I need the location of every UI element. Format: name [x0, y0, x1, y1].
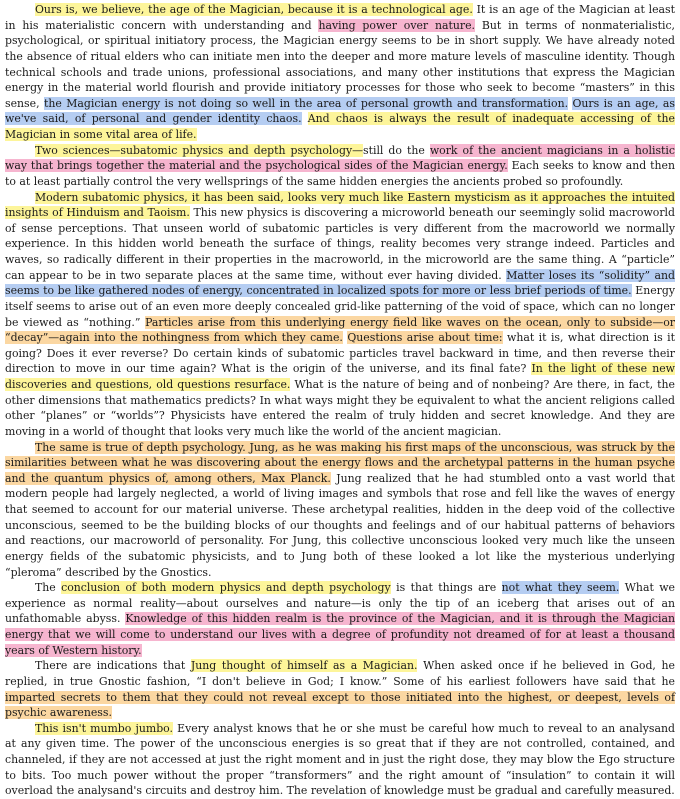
highlight-orange: imparted secrets to them that they could not reveal except to those initiated into the highest, or deepest, levels of psychic awareness. [5, 690, 675, 720]
paragraph [5, 658, 675, 721]
text-run [302, 112, 308, 125]
text-run: what it is, what direction is it going? Does it ever reverse? Do certain kinds of subatomic particles travel backward in time, and then reverse their direction to move in our time again? What is the origin of the universe, and its final fate? [5, 331, 675, 376]
text-run: When asked once if he believed in God, he replied, in true Gnostic fashion, “I don't believe in God; I know.” Some of his earliest followers have said that he [5, 659, 675, 688]
highlight-yellow: This isn't mumbo jumbo. [35, 721, 173, 735]
paragraph [5, 2, 675, 143]
text-run: It is an age of the Magician at least in his materialistic concern with understanding and [5, 3, 675, 32]
highlight-yellow: In the light of these new discoveries and questions, old questions resurface. [5, 362, 675, 391]
highlight-orange: Particles arise from this underlying energy field like waves on the ocean, only to subside—or “decay”—again into the nothingness from which they came. [5, 315, 675, 345]
text-run: Energy itself seems to arise out of an even more deeply concealed grid-like patterning of the void of space, which can no longer be viewed as “nothing.” [5, 284, 676, 329]
highlight-yellow: Two sciences—subatomic physics and depth psychology— [35, 143, 363, 157]
text-run: What we experience as normal reality—about ourselves and nature—is only the tip of an iceberg that arises out of an unfathomable abyss. [5, 581, 675, 626]
highlight-blue: Ours is an age, as we've said, of personal and gender identity chaos. [5, 96, 675, 126]
highlight-yellow: And chaos is always the result of inadequate accessing of the Magician in some vital area of life. [5, 112, 675, 141]
highlight-yellow: Ours is, we believe, the age of the Magician, because it is a technological age. [35, 3, 473, 16]
highlight-yellow: Jung thought of himself as a Magician. [190, 659, 418, 673]
text-run: But in terms of nonmaterialistic, psychological, or spiritual initiatory process, the Magician energy seems to be in short supply. We have already noted the absence of ritual elders who can initiate men into the deeper and more mature levels of masculine identity. Though technical schools and trade unions, professional associations, and many other institutions that express the Magician energy in the material world flourish and provide initiatory processes for those who seek to become “masters” in this sense, [5, 18, 676, 110]
text-run: What is the nature of being and of nonbeing? Are there, in fact, the other dimensions that mathematics predicts? In what ways might they be equivalent to what the ancient religions called other “planes” or “worlds”? Physicists have entered the realm of truly hidden and secret knowledge. And they are moving in a world of thought that looks very much like the world of the ancient magician. [5, 378, 675, 438]
paragraph [5, 440, 675, 581]
highlight-orange: Questions arise about time: [347, 331, 503, 345]
paragraph [5, 190, 675, 440]
highlight-pink: work of the ancient magicians in a holistic way that brings together the material and the psychological sides of the Magician energy. [5, 143, 675, 173]
highlight-blue: not what they seem. [501, 581, 620, 595]
paragraph [5, 143, 675, 190]
highlight-yellow: conclusion of both modern physics and depth psychology [61, 581, 391, 595]
text-run: Every analyst knows that he or she must be careful how much to reveal to an analysand at any given time. The power of the unconscious energies is so great that if they are not controlled, contained, and channeled, if they are not accessed at just the right moment and in just the right dose, they may blow the Ego structure to bits. Too much power without the proper “transformers” and the right amount of “insulation” to contain it will overload the analysand's circuits and destroy him. The revelation of knowledge must be gradual and carefully measured. [5, 721, 675, 798]
text-run: There are indications that [35, 659, 191, 673]
text-run: still do the [363, 143, 430, 157]
text-run: Jung realized that he had stumbled onto a vast world that modern people had largely neglected, a world of living images and symbols that rose and fell like the waves of energy that seemed to account for our material universe. These archetypal realities, hidden in the deep void of the collective unconscious, seemed to be the building blocks of our thoughts and feelings and of our habitual patterns of behaviors and reactions, our macroworld of personality. For Jung, this collective unconscious looked very much like the unseen energy fields of the subatomic physicists, and to Jung both of these looked a lot like the mysterious underlying “pleroma” described by the Gnostics. [5, 471, 675, 579]
highlight-yellow: Modern subatomic physics, it has been said, looks very much like Eastern mysticism as it approaches the intuited insights of Hinduism and Taoism. [5, 190, 675, 220]
paragraph [5, 721, 675, 799]
text-run: This new physics is discovering a microworld beneath our seemingly solid macroworld of sense perceptions. That unseen world of subatomic particles is very different from the macroworld we normally experience. In this hidden world beneath the surface of things, reality becomes very strange indeed. Particles and waves, so radically different in their properties in the macroworld, in the microworld are the same thing. A “particle” can appear to be in two separate places at the same time, without ever having divided. [5, 206, 675, 282]
text-run: The [35, 581, 62, 595]
highlight-blue: Matter loses its “solidity” and seems to be like gathered nodes of energy, concentrated in localized spots for more or less brief periods of time. [5, 268, 675, 298]
text-run: Each seeks to know and then to at least partially control the very wellsprings of the same hidden energies the ancients probed so profoundly. [5, 159, 675, 188]
highlight-pink: Knowledge of this hidden realm is the province of the Magician, and it is through the Magician energy that we will come to understand our lives with a degree of profundity not dreamed of for at least a thousand years of Western history. [5, 612, 675, 657]
highlight-blue: the Magician energy is not doing so well in the area of personal growth and transformation. [43, 96, 569, 110]
text-run: is that things are [390, 581, 502, 595]
paragraph [5, 580, 675, 658]
highlight-orange: The same is true of depth psychology. Jung, as he was making his first maps of the unconscious, was struck by the similarities between what he was discovering about the energy flows and the archetypal patterns in the human psyche and the quantum physics of, among others, Max Planck. [5, 440, 675, 485]
highlight-pink: having power over nature. [318, 18, 475, 32]
